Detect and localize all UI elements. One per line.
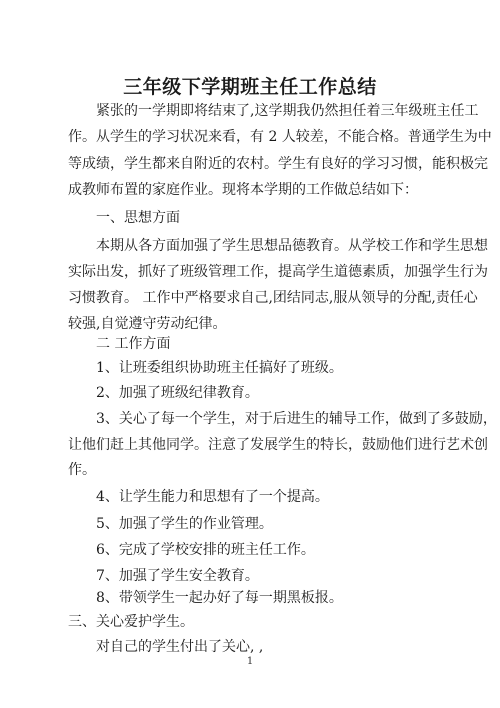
paragraph-line: 成教师布置的家庭作业。现将本学期的工作做总结如下： bbox=[68, 182, 418, 198]
page-number: 1 bbox=[246, 656, 254, 667]
list-item: 1、让班委组织协助班主任搞好了班级。 bbox=[96, 360, 343, 376]
paragraph-line: 作。 bbox=[68, 462, 96, 478]
paragraph-line: 等成绩，学生都来自附近的农村。学生有良好的学习习惯，能积极完 bbox=[68, 156, 488, 172]
list-item: 5、加强了学生的作业管理。 bbox=[96, 516, 273, 532]
list-item: 4、让学生能力和思想有了一个提高。 bbox=[96, 489, 329, 505]
paragraph-line: 紧张的一学期即将结束了,这学期我仍然担任着三年级班主任工 bbox=[96, 103, 479, 119]
paragraph-line: 对自己的学生付出了关心, , bbox=[96, 639, 264, 655]
paragraph-line: 让他们赶上其他同学。注意了发展学生的特长，鼓励他们进行艺术创 bbox=[68, 437, 488, 453]
paragraph-line: 实际出发，抓好了班级管理工作，提高学生道德素质，加强学生行为 bbox=[68, 264, 488, 280]
section-heading: 三、关心爱护学生。 bbox=[68, 614, 194, 630]
list-item: 3、关心了每一个学生，对于后进生的辅导工作，做到了多鼓励， bbox=[96, 411, 497, 427]
paragraph-line: 作。从学生的学习状况来看，有 2 人较差，不能合格。普通学生为中 bbox=[68, 129, 492, 145]
section-heading: 一、思想方面 bbox=[96, 210, 180, 226]
document-title: 三年级下学期班主任工作总结 bbox=[123, 76, 377, 98]
list-item: 2、加强了班级纪律教育。 bbox=[96, 385, 259, 401]
paragraph-line: 习惯教育。 工作中严格要求自己,团结同志,服从领导的分配,责任心 bbox=[68, 290, 478, 306]
list-item: 8、带领学生一起办好了每一期黑板报。 bbox=[96, 590, 343, 606]
paragraph-line: 本期从各方面加强了学生思想品德教育。从学校工作和学生思想 bbox=[96, 238, 488, 254]
paragraph-line: 较强,自觉遵守劳动纪律。 bbox=[68, 316, 227, 332]
section-heading: 二 工作方面 bbox=[96, 336, 171, 352]
list-item: 7、加强了学生安全教育。 bbox=[96, 568, 259, 584]
list-item: 6、完成了学校安排的班主任工作。 bbox=[96, 542, 315, 558]
